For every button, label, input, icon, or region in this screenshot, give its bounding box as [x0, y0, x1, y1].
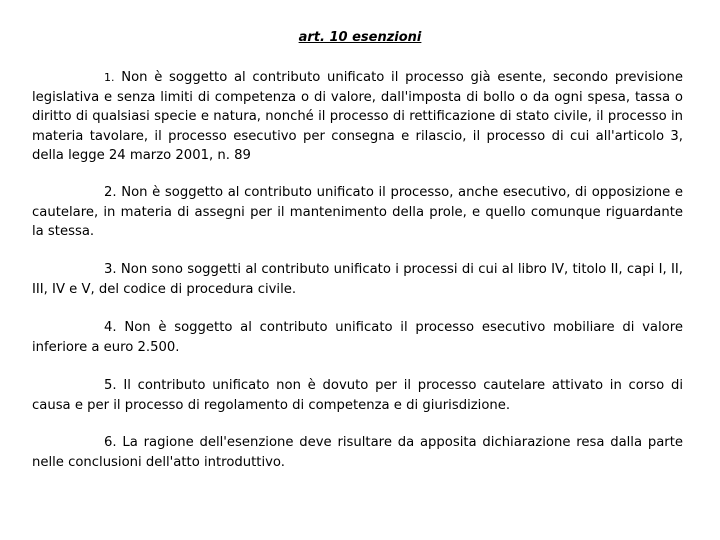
paragraph-6-number: 6.	[104, 435, 117, 450]
document-title: art. 10 esenzioni	[298, 30, 422, 45]
paragraph-3-number: 3.	[104, 262, 117, 277]
paragraph-6	[32, 433, 683, 472]
paragraph-1-text: Non è soggetto al contributo unificato il processo già esente, secondo previsione legislativa e senza limiti di competenza o di valore, dall'imposta di bollo o da ogni spesa, tassa o diritto di qualsiasi specie e natura, nonché il processo di rettificazione di stato civile, il processo in materia tavolare, il processo esecutivo per consegna e rilascio, il processo di cui all'articolo 3, della legge 24 marzo 2001, n. 89	[32, 70, 683, 163]
paragraph-5-text: Il contributo unificato non è dovuto per il processo cautelare attivato in corso di causa e per il processo di regolamento di competenza e di giurisdizione.	[32, 378, 683, 413]
paragraph-5	[32, 376, 683, 415]
paragraph-5-number: 5.	[104, 378, 117, 393]
paragraph-1	[32, 68, 683, 166]
paragraph-4	[32, 318, 683, 357]
paragraph-4-text: Non è soggetto al contributo unificato il processo esecutivo mobiliare di valore inferiore a euro 2.500.	[32, 320, 683, 355]
paragraph-1-number: 1.	[104, 71, 115, 84]
paragraph-2	[32, 183, 683, 242]
paragraph-2-number: 2.	[104, 185, 117, 200]
paragraph-3-text: Non sono soggetti al contributo unificato i processi di cui al libro IV, titolo II, capi I, II, III, IV e V, del codice di procedura civile.	[32, 262, 683, 297]
paragraph-2-text: Non è soggetto al contributo unificato il processo, anche esecutivo, di opposizione e cautelare, in materia di assegni per il mantenimento della prole, e quello comunque riguardante la stessa.	[32, 185, 683, 239]
paragraph-3	[32, 260, 683, 299]
paragraph-4-number: 4.	[104, 320, 117, 335]
paragraph-6-text: La ragione dell'esenzione deve risultare da apposita dichiarazione resa dalla parte nelle conclusioni dell'atto introduttivo.	[32, 435, 683, 470]
